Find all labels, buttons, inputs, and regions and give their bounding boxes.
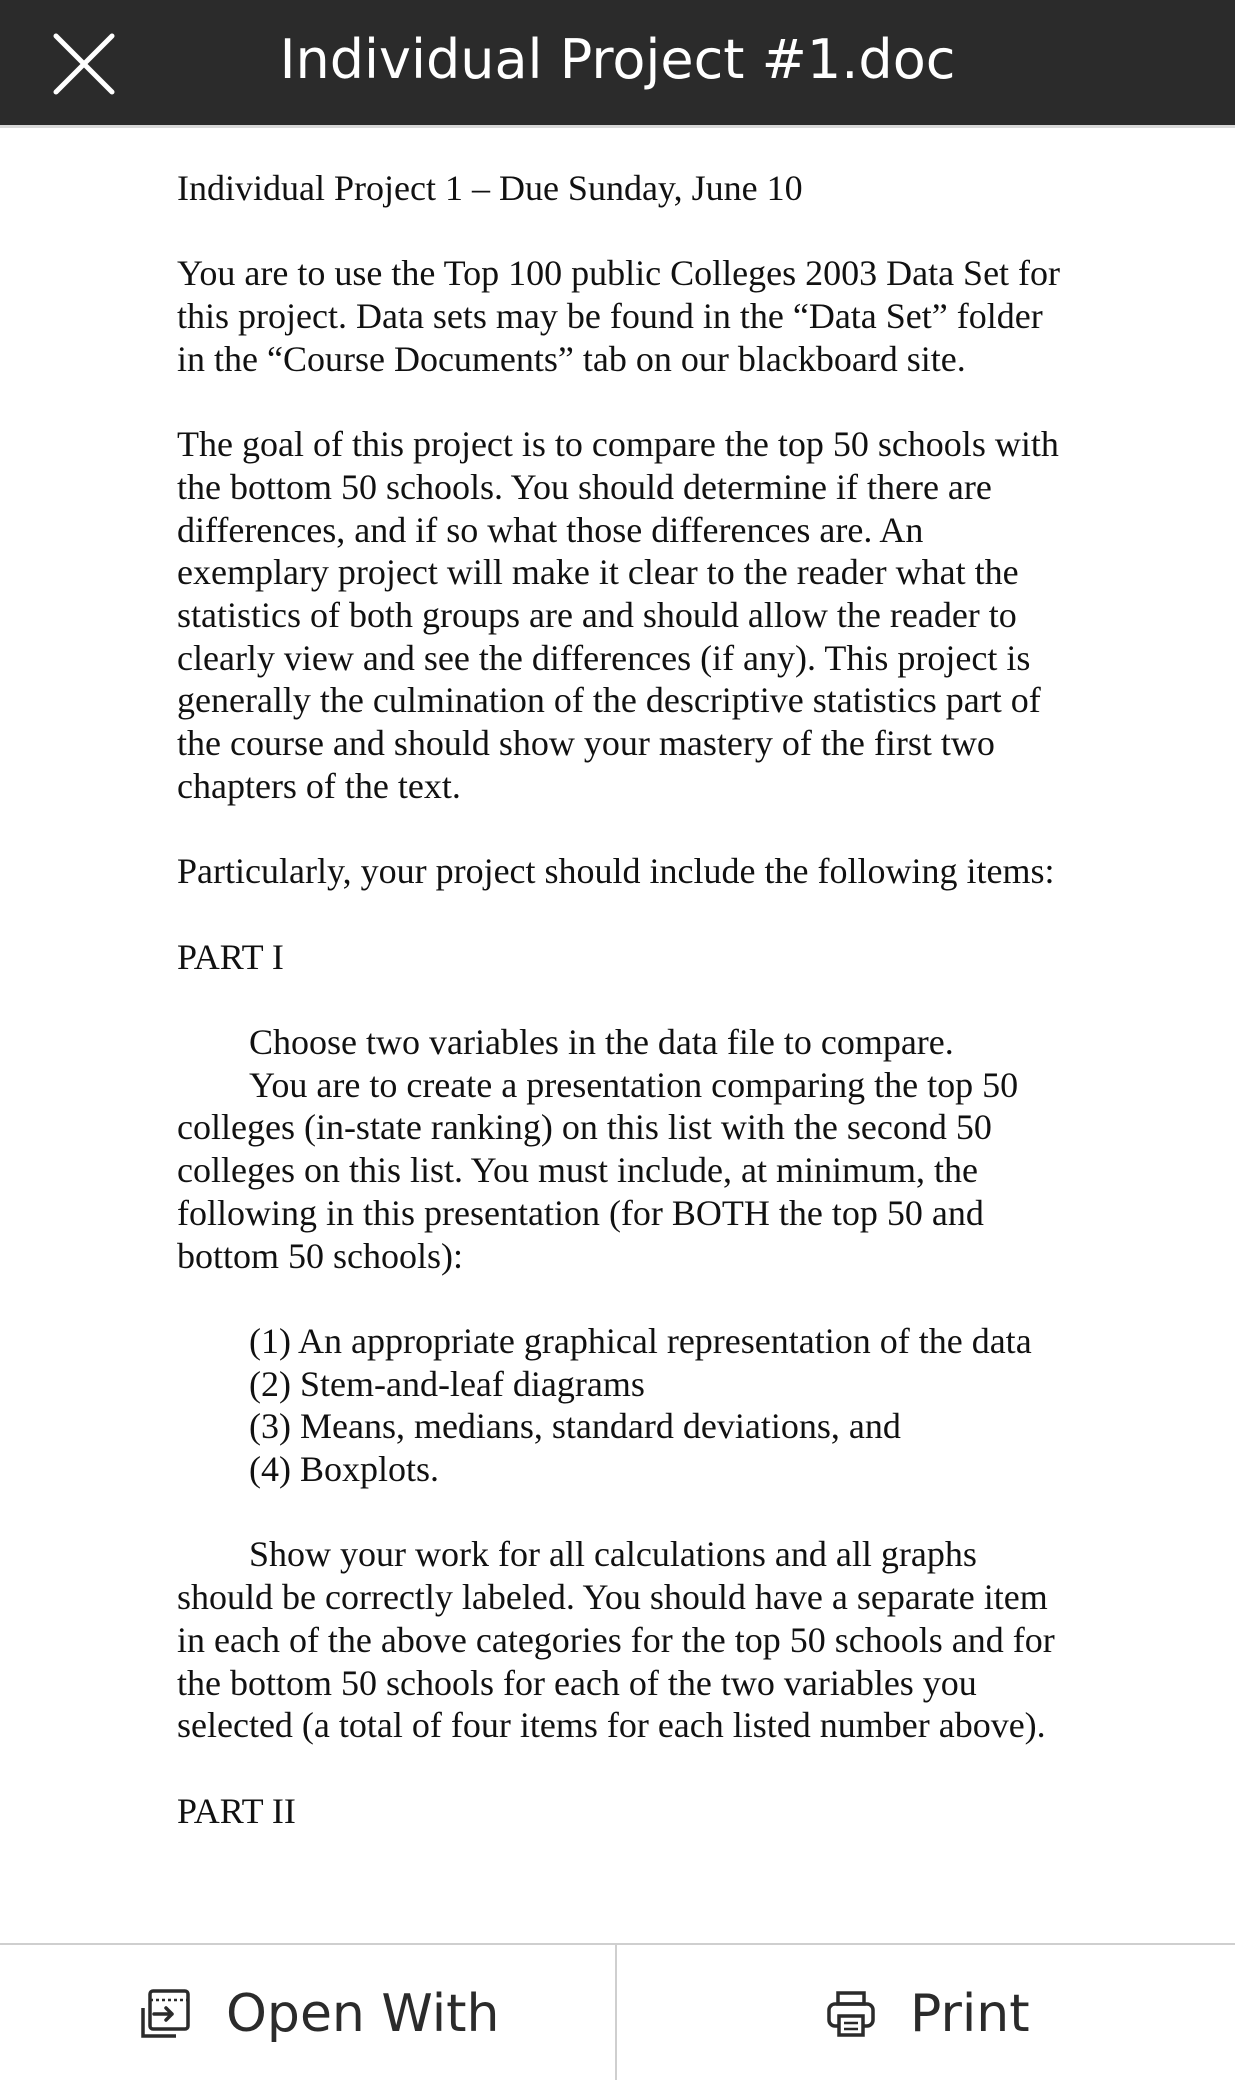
- bottom-toolbar: [0, 1943, 1235, 2080]
- list-item: (2) Stem-and-leaf diagrams: [249, 1363, 645, 1404]
- printer-icon: [826, 1989, 876, 2039]
- print-button[interactable]: [826, 1945, 1030, 2080]
- list-item: (4) Boxplots.: [249, 1449, 440, 1489]
- document-heading: Individual Project 1 – Due Sunday, June 10: [177, 168, 803, 208]
- list-item: (3) Means, medians, standard deviations, and: [249, 1406, 901, 1447]
- part-one-paragraph: You are to create a presentation comparing the top 50 colleges (in-state ranking) on this list with the second 50 colleges on this list. You must include, at minimum, the following in this presentation (for BOTH the top 50 and bottom 50 schools):: [177, 1064, 1019, 1276]
- open-with-button[interactable]: [140, 1945, 499, 2080]
- document-title: Individual Project #1.doc: [279, 28, 956, 91]
- open-with-icon: [140, 1988, 192, 2040]
- document-viewer[interactable]: [0, 131, 1235, 1943]
- footer-divider: [615, 1945, 617, 2080]
- print-label: Print: [910, 1983, 1030, 2044]
- list-item: (1) An appropriate graphical representation of the data: [249, 1320, 1032, 1361]
- requirements-list: [177, 1320, 1077, 1491]
- document-content: [177, 167, 1077, 1875]
- part-two-heading: PART II: [177, 1790, 296, 1831]
- part-one-text: [177, 1021, 1077, 1277]
- paragraph-data-set: You are to use the Top 100 public Colleges 2003 Data Set for this project. Data sets may be found in the “Data Set” folder in the “Course Documents” tab on our blackboard site.: [177, 253, 1061, 379]
- paragraph-items-intro: Particularly, your project should include the following items:: [177, 851, 1055, 892]
- open-with-label: Open With: [226, 1983, 500, 2044]
- part-one-first-line: Choose two variables in the data file to compare.: [249, 1021, 954, 1062]
- app-header: [0, 0, 1235, 128]
- paragraph-show-work: Show your work for all calculations and all graphs should be correctly labeled. You should have a separate item in each of the above categories for the top 50 schools and for the bottom 50 schools for each of the two variables you selected (a total of four items for each listed number above).: [177, 1534, 1055, 1746]
- part-one-heading: PART I: [177, 936, 284, 977]
- paragraph-goal: The goal of this project is to compare the top 50 schools with the bottom 50 schools. You should determine if there are differences, and if so what those differences are. An exemplary project will make it clear to the reader what the statistics of both groups are and should allow the reader to clearly view and see the differences (if any). This project is generally the culmination of the descriptive statistics part of the course and should show your mastery of the first two chapters of the text.: [177, 424, 1059, 806]
